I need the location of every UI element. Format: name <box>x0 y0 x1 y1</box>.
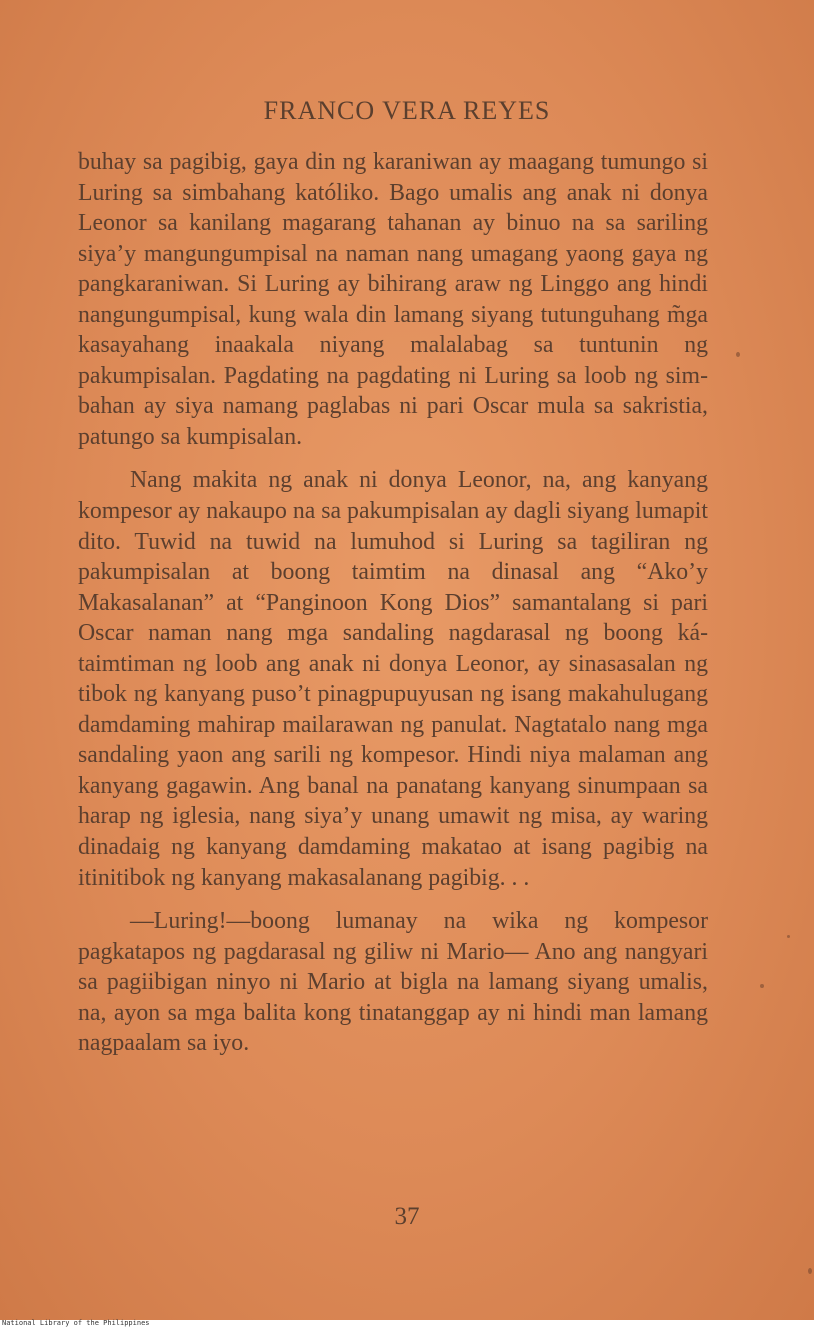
paper-speck <box>736 352 740 357</box>
paragraph-1: buhay sa pagibig, gaya din ng karaniwan ay maagang tumungo si Luring sa simbahang katóliko. Bago umalis ang anak ni donya Leonor sa kanilang magarang tahanan ay binuo na sa sariling siya’y mangungumpisal na naman nang umagang yaong gaya ng pangkaraniwan. Si Luring ay bihirang araw ng Linggo ang hindi nangungumpisal, kung wala din lamang siyang tutunguhang m̃ga kasayahang inaakala niyang malalabag sa tuntunin ng pakumpisalan. Pagdating na pagdating ni Luring sa loob ng simbahan ay siya namang paglabas ni pari Oscar mula sa sakristia, patungo sa kumpisalan. <box>78 149 708 450</box>
running-head: FRANCO VERA REYES <box>263 96 551 125</box>
page-number: 37 <box>394 1203 420 1230</box>
footer-credit: National Library of the Philippines <box>2 1319 150 1327</box>
paper-speck <box>808 1268 812 1274</box>
body-text <box>78 147 708 1059</box>
paper-speck <box>787 935 790 938</box>
paper-speck <box>760 984 764 988</box>
paragraph-2: Nang makita ng anak ni donya Leonor, na, ang kanyang kompesor ay nakaupo na sa pakumpisalan ay dagli siyang lumapit dito. Tuwid na tuwid na lumuhod si Luring sa tagiliran ng pakumpisalan at boong taimtim na dinasal ang “Ako’y Makasalanan” at “Panginoon Kong Dios” samantalang si pari Oscar naman nang mga sandaling nagdarasal ng boong kátaimtiman ng loob ang anak ni donya Leonor, ay sinasasalan ng tibok ng kanyang puso’t pinagpupuyusan ng isang makahulugang damdaming mahirap mailarawan ng panulat. Nagtatalo nang mga sandaling yaon ang sarili ng kompesor. Hindi niya malaman ang kanyang gagawin. Ang banal na panatang kanyang sinumpaan sa harap ng iglesia, nang siya’y unang umawit ng misa, ay waring dinadaig ng kanyang damdaming makatao at isang pagibig na itinitibok ng kanyang makasalanang pagibig. . . <box>78 467 708 891</box>
paragraph-3: —Luring!—boong lumanay na wika ng kompesor pagkatapos ng pagdarasal ng giliw ni Mario— Ano ang nangyari sa pagiibigan ninyo ni Mario at bigla na lamang siyang umalis, na, ayon sa mga balita kong tinatanggap ay ni hindi man lamang nagpaalam sa iyo. <box>78 908 708 1057</box>
